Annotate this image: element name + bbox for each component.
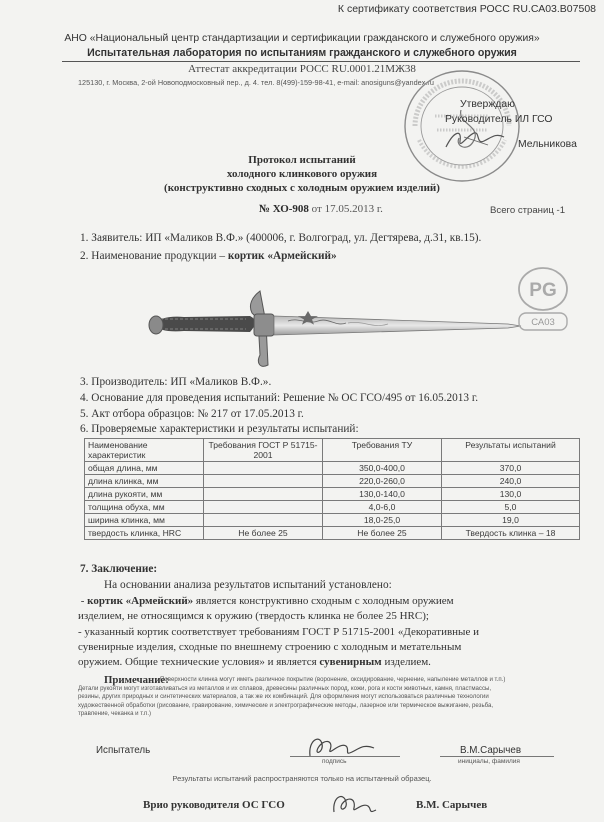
cell-gost xyxy=(204,501,323,514)
item-manufacturer: 3. Производитель: ИП «Маликов В.Ф.». xyxy=(80,376,272,388)
svg-text:PG: PG xyxy=(529,280,557,301)
cell-result: Твердость клинка – 18 xyxy=(442,527,580,540)
conclusion-souvenir: сувенирным xyxy=(319,656,382,668)
cell-name: толщина обуха, мм xyxy=(85,501,204,514)
cell-name: ширина клинка, мм xyxy=(85,514,204,527)
accreditation: Аттестат аккредитации РОСС RU.0001.21МЖ38 xyxy=(188,63,416,75)
table-row xyxy=(85,501,580,514)
cell-result: 19,0 xyxy=(442,514,580,527)
cell-result: 5,0 xyxy=(442,501,580,514)
table-row xyxy=(85,514,580,527)
protocol-number-label: № ХО-908 xyxy=(259,203,309,215)
cell-gost xyxy=(204,475,323,488)
table-row xyxy=(85,462,580,475)
item-sample-act: 5. Акт отбора образцов: № 217 от 17.05.2013 г. xyxy=(80,408,304,420)
protocol-subtitle: холодного клинкового оружия xyxy=(226,168,378,180)
cell-gost: Не более 25 xyxy=(204,527,323,540)
cell-name: твердость клинка, HRC xyxy=(85,527,204,540)
cell-name: общая длина, мм xyxy=(85,462,204,475)
table-header-row xyxy=(85,439,580,462)
cell-result: 370,0 xyxy=(442,462,580,475)
cell-tu: Не более 25 xyxy=(323,527,442,540)
protocol-date: от 17.05.2013 г. xyxy=(311,203,383,215)
protocol-number xyxy=(259,203,383,215)
rg-mark-code: СА03 xyxy=(531,317,555,328)
cell-result: 240,0 xyxy=(442,475,580,488)
cell-tu: 4,0-6,0 xyxy=(323,501,442,514)
results-disclaimer: Результаты испытаний распространяются только на испытанный образец. xyxy=(172,774,432,783)
signature-caption: подпись xyxy=(322,758,347,765)
col-header-name: Наименование характеристик xyxy=(85,439,204,462)
dagger-image-icon xyxy=(148,283,522,373)
cell-tu: 130,0-140,0 xyxy=(323,488,442,501)
cell-gost xyxy=(204,488,323,501)
conclusion-heading: 7. Заключение: xyxy=(80,563,158,575)
lab-name: Испытательная лаборатория по испытаниям гражданского и служебного оружия xyxy=(87,47,517,59)
lab-address: 125130, г. Москва, 2-ой Новоподмосковный пер., д. 4. тел. 8(499)-159-98-41, e-mail: anosiguns@yandex.ru xyxy=(78,78,434,87)
protocol-subtitle-2: (конструктивно сходных с холодным оружием изделий) xyxy=(164,182,440,194)
vrio-label: Врио руководителя ОС ГСО xyxy=(143,799,285,811)
item-applicant: 1. Заявитель: ИП «Маликов В.Ф.» (400006, г. Волгоград, ул. Дегтярева, д.31, кв.15). xyxy=(80,232,482,244)
cell-tu: 220,0-260,0 xyxy=(323,475,442,488)
item-characteristics: 6. Проверяемые характеристики и результаты испытаний: xyxy=(80,423,359,435)
conclusion-paragraph-2: - указанный кортик соответствует требованиям ГОСТ Р 51715-2001 «Декоративные и сувенирные изделия, сходные по внешнему строению с холодным и метательным оружием. Общие технические условия» и является сувенирным изделием. xyxy=(78,626,479,668)
item-product xyxy=(80,250,337,262)
cell-tu: 18,0-25,0 xyxy=(323,514,442,527)
item-basis: 4. Основание для проведения испытаний: Решение № ОС ГСО/495 от 16.05.2013 г. xyxy=(80,392,479,404)
note-text: Поверхности клинка могут иметь различное покрытие (воронение, оксидирование, чернение, напыление металлов и т.п.) Детали рукояти могут изготавливаться из металлов и их сплавов, древесины различных пород, кожи, рога и кости животных, камня, пластмассы, резины, других природных и синтетических материалов, а так же их комбинаций. Для оформления могут использоваться различные технологии художественной обработки (рисование, гравирование, химические и электрографические методы, лазерное или термическое выжигание, резьба, травление, чеканка и т.п.) xyxy=(78,676,506,718)
table-row xyxy=(85,527,580,540)
conclusion-intro: На основании анализа результатов испытаний установлено: xyxy=(104,579,392,591)
protocol-title: Протокол испытаний xyxy=(248,154,356,166)
note-label: Примечание: xyxy=(104,674,169,686)
approval-signature-icon xyxy=(440,123,520,155)
col-header-results: Результаты испытаний xyxy=(442,439,580,462)
signature-name: В.М.Сарычев xyxy=(460,745,522,756)
signature-line xyxy=(290,756,400,757)
vrio-name: В.М. Сарычев xyxy=(416,799,488,811)
certificate-note: К сертификату соответствия РОСС RU.СА03.В07508 xyxy=(337,3,596,15)
signature-role: Испытатель xyxy=(96,745,151,756)
name-caption: инициалы, фамилия xyxy=(458,758,520,765)
conclusion-product-name: кортик «Армейский» xyxy=(87,595,194,607)
table-row xyxy=(85,488,580,501)
cell-gost xyxy=(204,514,323,527)
table-row xyxy=(85,475,580,488)
cell-tu: 350,0-400,0 xyxy=(323,462,442,475)
cell-gost xyxy=(204,462,323,475)
col-header-gost: Требования ГОСТ Р 51715-2001 xyxy=(204,439,323,462)
approval-position: Руководитель ИЛ ГСО xyxy=(445,114,553,125)
col-header-tu: Требования ТУ xyxy=(323,439,442,462)
header-divider xyxy=(62,61,580,62)
cell-name: длина клинка, мм xyxy=(85,475,204,488)
cell-result: 130,0 xyxy=(442,488,580,501)
product-name: кортик «Армейский» xyxy=(227,250,337,262)
total-pages: Всего страниц -1 xyxy=(490,205,566,216)
conclusion-paragraph-1: - кортик «Армейский» является конструктивно сходным с холодным оружием изделием, не относящимся к оружию (твердость клинка не более 25 HRC); xyxy=(78,595,454,622)
approval-title: Утверждаю xyxy=(460,99,515,110)
name-line xyxy=(440,756,554,757)
org-name: АНО «Национальный центр стандартизации и сертификации гражданского и служебного оружия» xyxy=(64,33,540,44)
approval-name: Мельникова xyxy=(518,139,577,150)
vrio-signature-icon xyxy=(326,788,382,820)
cell-name: длина рукояти, мм xyxy=(85,488,204,501)
product-label: 2. Наименование продукции – xyxy=(80,250,228,262)
results-table xyxy=(84,438,580,540)
